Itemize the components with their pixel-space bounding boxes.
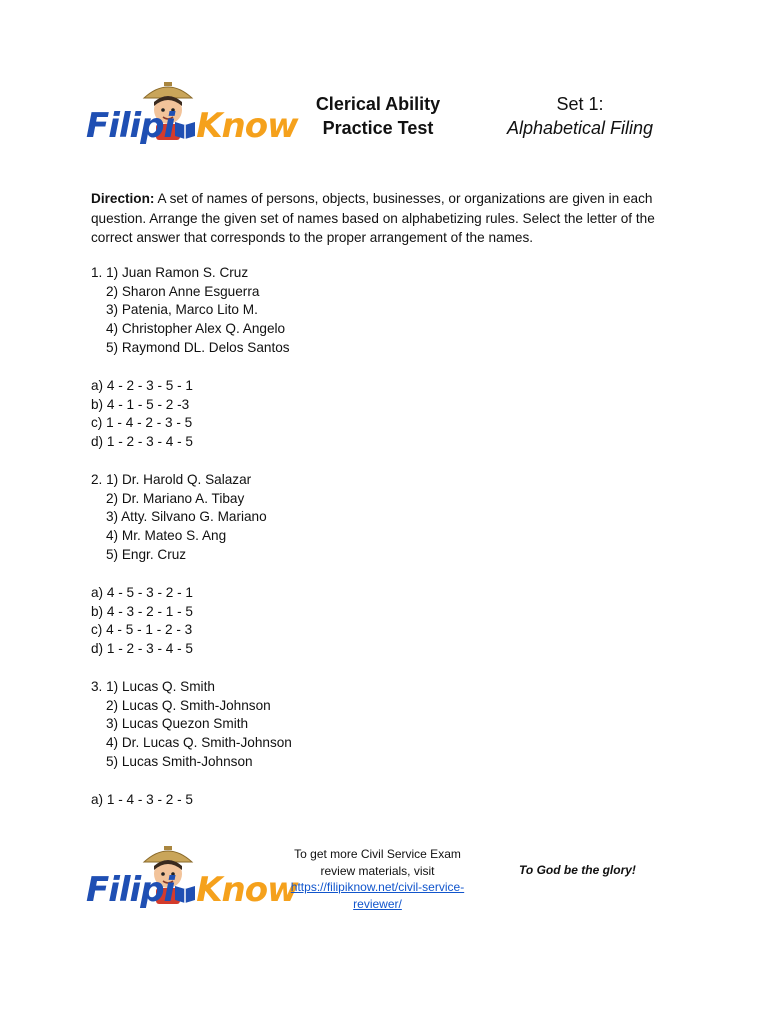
footer-filipiknow-logo	[86, 844, 298, 928]
question-item: 2) Sharon Anne Esguerra	[106, 283, 260, 299]
glory-text: To God be the glory!	[519, 863, 636, 877]
answer-choice: b) 4 - 1 - 5 - 2 -3	[91, 396, 190, 412]
direction-paragraph	[91, 189, 676, 248]
logo-wordmark	[86, 106, 298, 146]
question-item: 5) Lucas Smith-Johnson	[106, 753, 253, 769]
question-2-items	[91, 471, 267, 565]
question-item: 3. 1) Lucas Q. Smith	[91, 679, 215, 694]
set-line2: Alphabetical Filing	[506, 118, 654, 138]
question-item: 2) Lucas Q. Smith-Johnson	[106, 697, 271, 713]
open-book-icon	[174, 881, 196, 903]
answer-choice: c) 1 - 4 - 2 - 3 - 5	[91, 415, 193, 431]
set-heading	[480, 92, 680, 140]
page-title	[290, 92, 466, 140]
reviewer-link-line1: https://filipiknow.net/civil-service-	[290, 880, 465, 894]
title-line1: Clerical Ability	[315, 94, 441, 114]
footer-line2: review materials, visit	[320, 863, 435, 878]
footer-line1: To get more Civil Service Exam	[294, 847, 461, 861]
answer-choice: a) 4 - 2 - 3 - 5 - 1	[91, 378, 193, 393]
answer-choice: d) 1 - 2 - 3 - 4 - 5	[91, 434, 193, 450]
question-item: 5) Engr. Cruz	[106, 546, 187, 562]
question-item: 2. 1) Dr. Harold Q. Salazar	[91, 472, 252, 487]
title-line2: Practice Test	[322, 118, 434, 138]
reviewer-link-line2: reviewer/	[353, 896, 402, 911]
question-3-items	[91, 678, 292, 772]
logo-word-part2: Know	[196, 106, 298, 146]
question-item: 3) Lucas Quezon Smith	[106, 716, 249, 732]
reviewer-link[interactable]	[291, 880, 464, 911]
question-item: 4) Christopher Alex Q. Angelo	[106, 321, 286, 337]
answer-choice: c) 4 - 5 - 1 - 2 - 3	[91, 622, 193, 638]
question-3-choices	[91, 791, 193, 810]
logo-word-part1: Filipi	[86, 870, 175, 910]
question-item: 1. 1) Juan Ramon S. Cruz	[91, 265, 249, 280]
answer-choice: a) 1 - 4 - 3 - 2 - 5	[91, 792, 193, 807]
question-item: 4) Dr. Lucas Q. Smith-Johnson	[106, 735, 292, 751]
answer-choice: b) 4 - 3 - 2 - 1 - 5	[91, 603, 193, 619]
question-item: 3) Patenia, Marco Lito M.	[106, 302, 258, 318]
open-book-icon	[174, 117, 196, 139]
question-1-items	[91, 264, 290, 358]
set-line1: Set 1:	[556, 94, 604, 114]
answer-choice: d) 1 - 2 - 3 - 4 - 5	[91, 641, 193, 657]
direction-text: A set of names of persons, objects, businesses, or organizations are given in each question. Arrange the given set of names based on alphabetizing rules. Select the letter of the correct answer that corresponds to the proper arrangement of the names.	[91, 191, 655, 245]
footer-promo	[280, 846, 475, 912]
question-1-choices	[91, 377, 193, 452]
direction-label: Direction:	[91, 191, 155, 206]
logo-word-part1: Filipi	[86, 106, 175, 146]
question-item: 2) Dr. Mariano A. Tibay	[106, 490, 245, 506]
logo-wordmark	[86, 870, 298, 910]
answer-choice: a) 4 - 5 - 3 - 2 - 1	[91, 585, 193, 600]
question-item: 3) Atty. Silvano G. Mariano	[106, 509, 267, 525]
question-item: 5) Raymond DL. Delos Santos	[106, 339, 290, 355]
filipiknow-logo	[86, 80, 298, 164]
question-2-choices	[91, 584, 193, 659]
logo-word-part2: Know	[196, 870, 298, 910]
question-item: 4) Mr. Mateo S. Ang	[106, 528, 227, 544]
